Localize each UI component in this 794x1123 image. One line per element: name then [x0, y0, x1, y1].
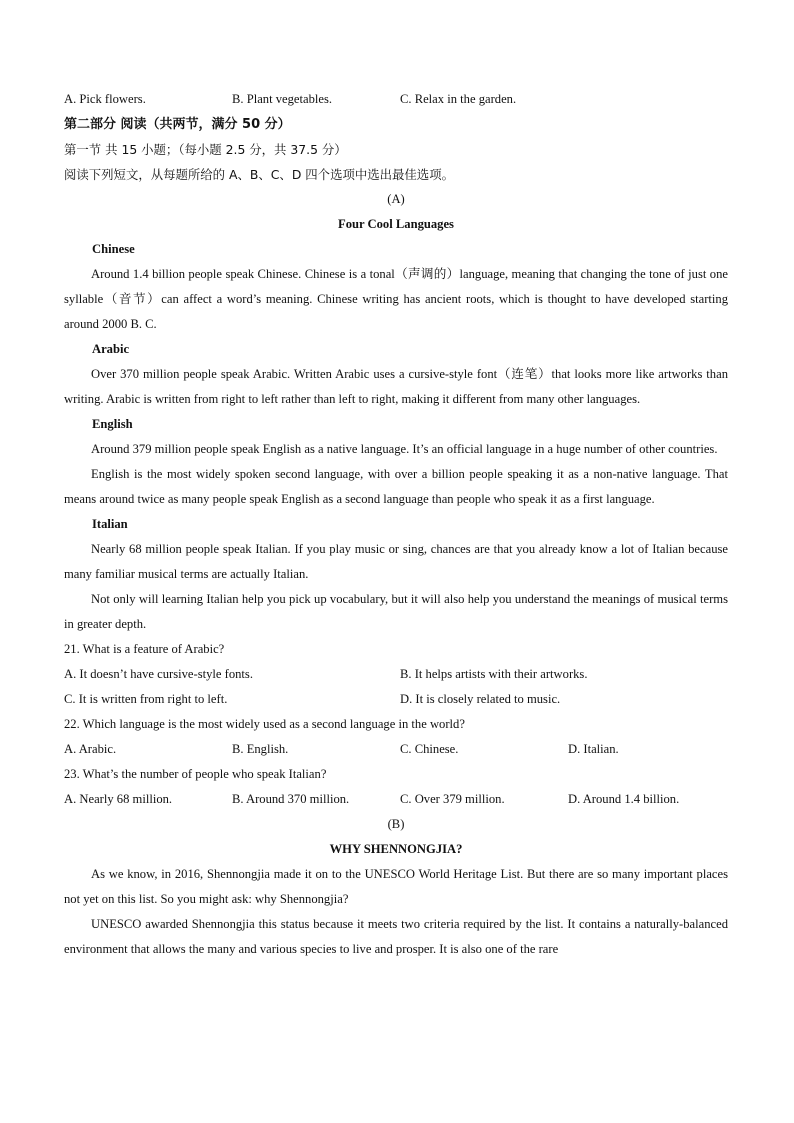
passage-a-label: (A) [387, 192, 405, 206]
question-23-stem: 23. What’s the number of people who speak Italian? [64, 767, 327, 781]
q22-option-b: B. English. [232, 742, 289, 756]
q22-option-d: D. Italian. [568, 742, 619, 756]
paragraph-italian-1: Nearly 68 million people speak Italian. If you play music or sing, chances are that you already know a lot of Italian because many familiar musical terms are actually Italian. [64, 542, 728, 581]
passage-b-paragraph-1: As we know, in 2016, Shennongjia made it on to the UNESCO World Heritage List. But there are so many important places not yet on this list. So you might ask: why Shennongjia? [64, 867, 728, 906]
q23-option-c: C. Over 379 million. [400, 792, 505, 806]
paragraph-chinese: Around 1.4 billion people speak Chinese. Chinese is a tonal（声调的）language, meaning that changing the tone of just one syllable（音节）can affect a word’s meaning. Chinese writing has ancient roots, which is thought to have developed starting around 2000 B. C. [64, 267, 728, 331]
q23-option-d: D. Around 1.4 billion. [568, 792, 680, 806]
passage-b-label: (B) [387, 817, 405, 831]
exam-page [64, 87, 728, 962]
q23-option-a: A. Nearly 68 million. [64, 792, 173, 806]
paragraph-italian-2: Not only will learning Italian help you pick up vocabulary, but it will also help you understand the meanings of musical terms in greater depth. [64, 592, 728, 631]
q23-option-b: B. Around 370 million. [232, 792, 350, 806]
q22-option-c: C. Chinese. [400, 742, 459, 756]
question-21-options-row-2 [64, 687, 728, 712]
question-21-stem: 21. What is a feature of Arabic? [64, 642, 225, 656]
reading-instruction: 阅读下列短文，从每题所给的 A、B、C、D 四个选项中选出最佳选项。 [64, 167, 454, 182]
passage-b-paragraph-2: UNESCO awarded Shennongjia this status because it meets two criteria required by the list. It contains a naturally-balanced environment that allows the many and various species to live and prosper. It is also one of the rare [64, 917, 728, 956]
question-23-options [64, 787, 728, 812]
heading-italian: Italian [92, 517, 128, 531]
heading-arabic: Arabic [92, 342, 130, 356]
q22-option-a: A. Arabic. [64, 742, 117, 756]
part-two-title: 第二部分 阅读（共两节，满分 50 分） [64, 117, 291, 132]
section-one-info: 第一节 共 15 小题；（每小题 2.5 分，共 37.5 分） [64, 142, 347, 157]
q20-options [64, 87, 728, 112]
passage-b-title: WHY SHENNONGJIA? [329, 842, 463, 856]
paragraph-arabic: Over 370 million people speak Arabic. Written Arabic uses a cursive-style font（连笔）that looks more like artworks than writing. Arabic is written from right to left rather than left to right, making it different from many other languages. [64, 367, 728, 406]
q21-option-a: A. It doesn’t have cursive-style fonts. [64, 667, 253, 681]
question-21-options-row-1 [64, 662, 728, 687]
q21-option-c: C. It is written from right to left. [64, 692, 228, 706]
q21-option-b: B. It helps artists with their artworks. [400, 667, 588, 681]
question-22-options [64, 737, 728, 762]
option-b: B. Plant vegetables. [232, 92, 333, 106]
option-a: A. Pick flowers. [64, 92, 146, 106]
question-22-stem: 22. Which language is the most widely used as a second language in the world? [64, 717, 465, 731]
heading-chinese: Chinese [92, 242, 135, 256]
option-c: C. Relax in the garden. [400, 92, 517, 106]
heading-english: English [92, 417, 133, 431]
passage-a-title: Four Cool Languages [338, 217, 454, 231]
paragraph-english-1: Around 379 million people speak English as a native language. It’s an official language in a huge number of other countries. [91, 442, 718, 456]
q21-option-d: D. It is closely related to music. [400, 692, 561, 706]
paragraph-english-2: English is the most widely spoken second language, with over a billion people speaking it as a non-native language. That means around twice as many people speak English as a second language than people who speak it as a first language. [64, 467, 728, 506]
